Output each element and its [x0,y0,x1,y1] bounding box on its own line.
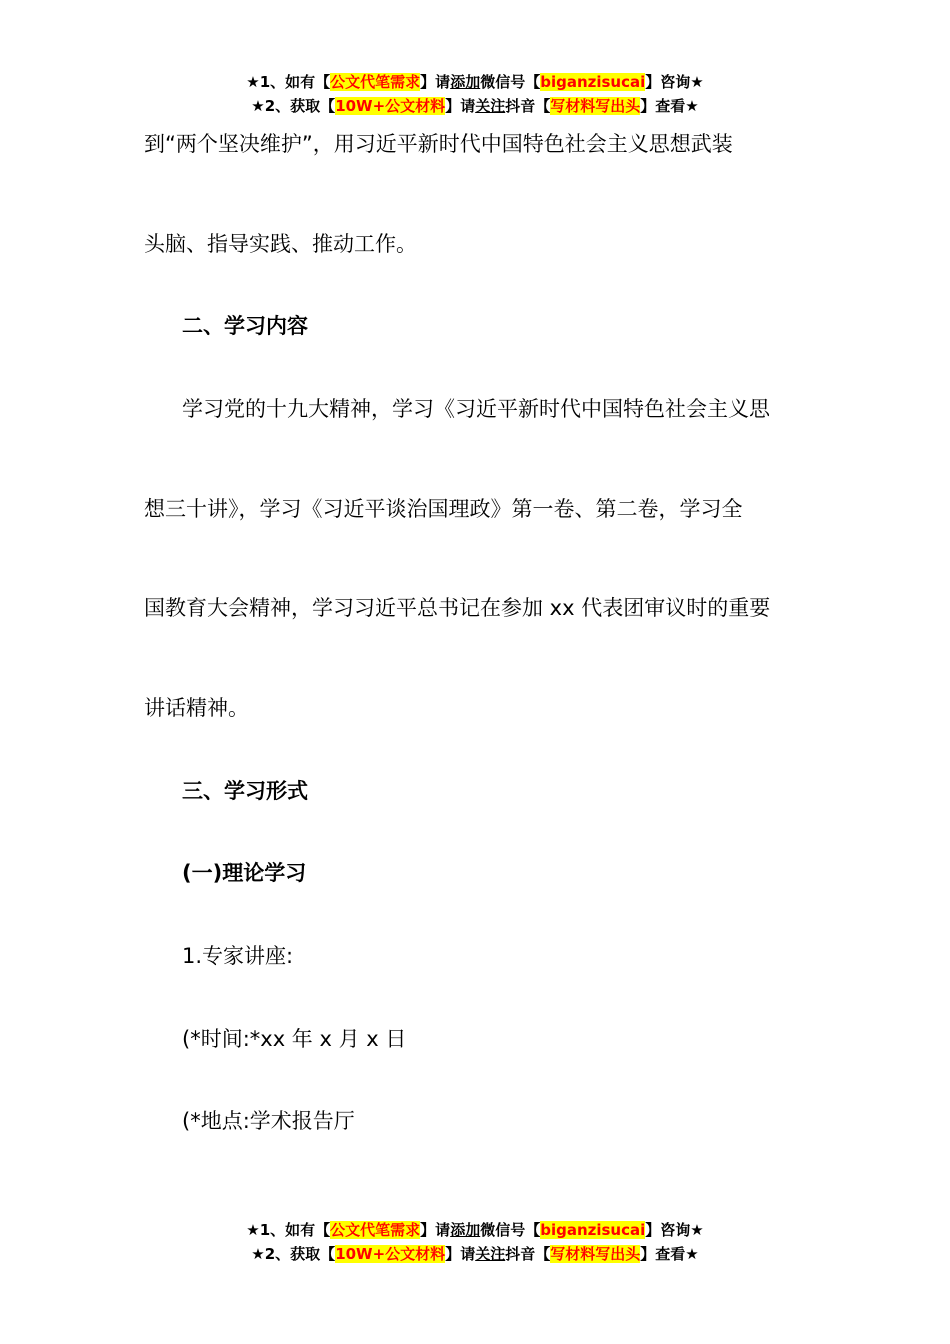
banner-line-2: ★2、获取【10W+公文材料】请关注抖音【写材料写出头】查看★ [251,97,699,115]
section-heading: 三、学习形式 [182,779,308,803]
banner-highlight: 10W+公文材料 [335,97,446,115]
paragraph-line: 头脑、指导实践、推动工作。 [144,232,417,256]
banner-line-1: ★1、如有【公文代笔需求】请添加微信号【biganzisucai】咨询★ [246,1221,704,1239]
banner-wechat-id: biganzisucai [540,73,646,91]
list-item: (*时间:*xx 年 x 月 x 日 [182,1027,407,1051]
footer-banner [0,1218,950,1266]
banner-line-2: ★2、获取【10W+公文材料】请关注抖音【写材料写出头】查看★ [251,1245,699,1263]
banner-line-1: ★1、如有【公文代笔需求】请添加微信号【biganzisucai】咨询★ [246,73,704,91]
banner-douyin-id: 写材料写出头 [550,97,641,115]
paragraph-line: 讲话精神。 [144,696,249,720]
paragraph-line: 想三十讲》，学习《习近平谈治国理政》第一卷、第二卷，学习全 [144,497,743,521]
paragraph-line: 到“两个坚决维护”，用习近平新时代中国特色社会主义思想武装 [144,132,733,156]
subsection-heading: (一)理论学习 [182,861,307,885]
list-item: 1.专家讲座: [182,944,294,968]
paragraph-line: 国教育大会精神，学习习近平总书记在参加 xx 代表团审议时的重要 [144,596,771,620]
banner-highlight: 公文代笔需求 [330,1221,421,1239]
section-heading: 二、学习内容 [182,314,308,338]
banner-highlight: 10W+公文材料 [335,1245,446,1263]
list-item: (*地点:学术报告厅 [182,1109,355,1133]
banner-highlight: 公文代笔需求 [330,73,421,91]
header-banner [0,70,950,118]
paragraph-line: 学习党的十九大精神，学习《习近平新时代中国特色社会主义思 [182,397,770,421]
banner-wechat-id: biganzisucai [540,1221,646,1239]
banner-douyin-id: 写材料写出头 [550,1245,641,1263]
